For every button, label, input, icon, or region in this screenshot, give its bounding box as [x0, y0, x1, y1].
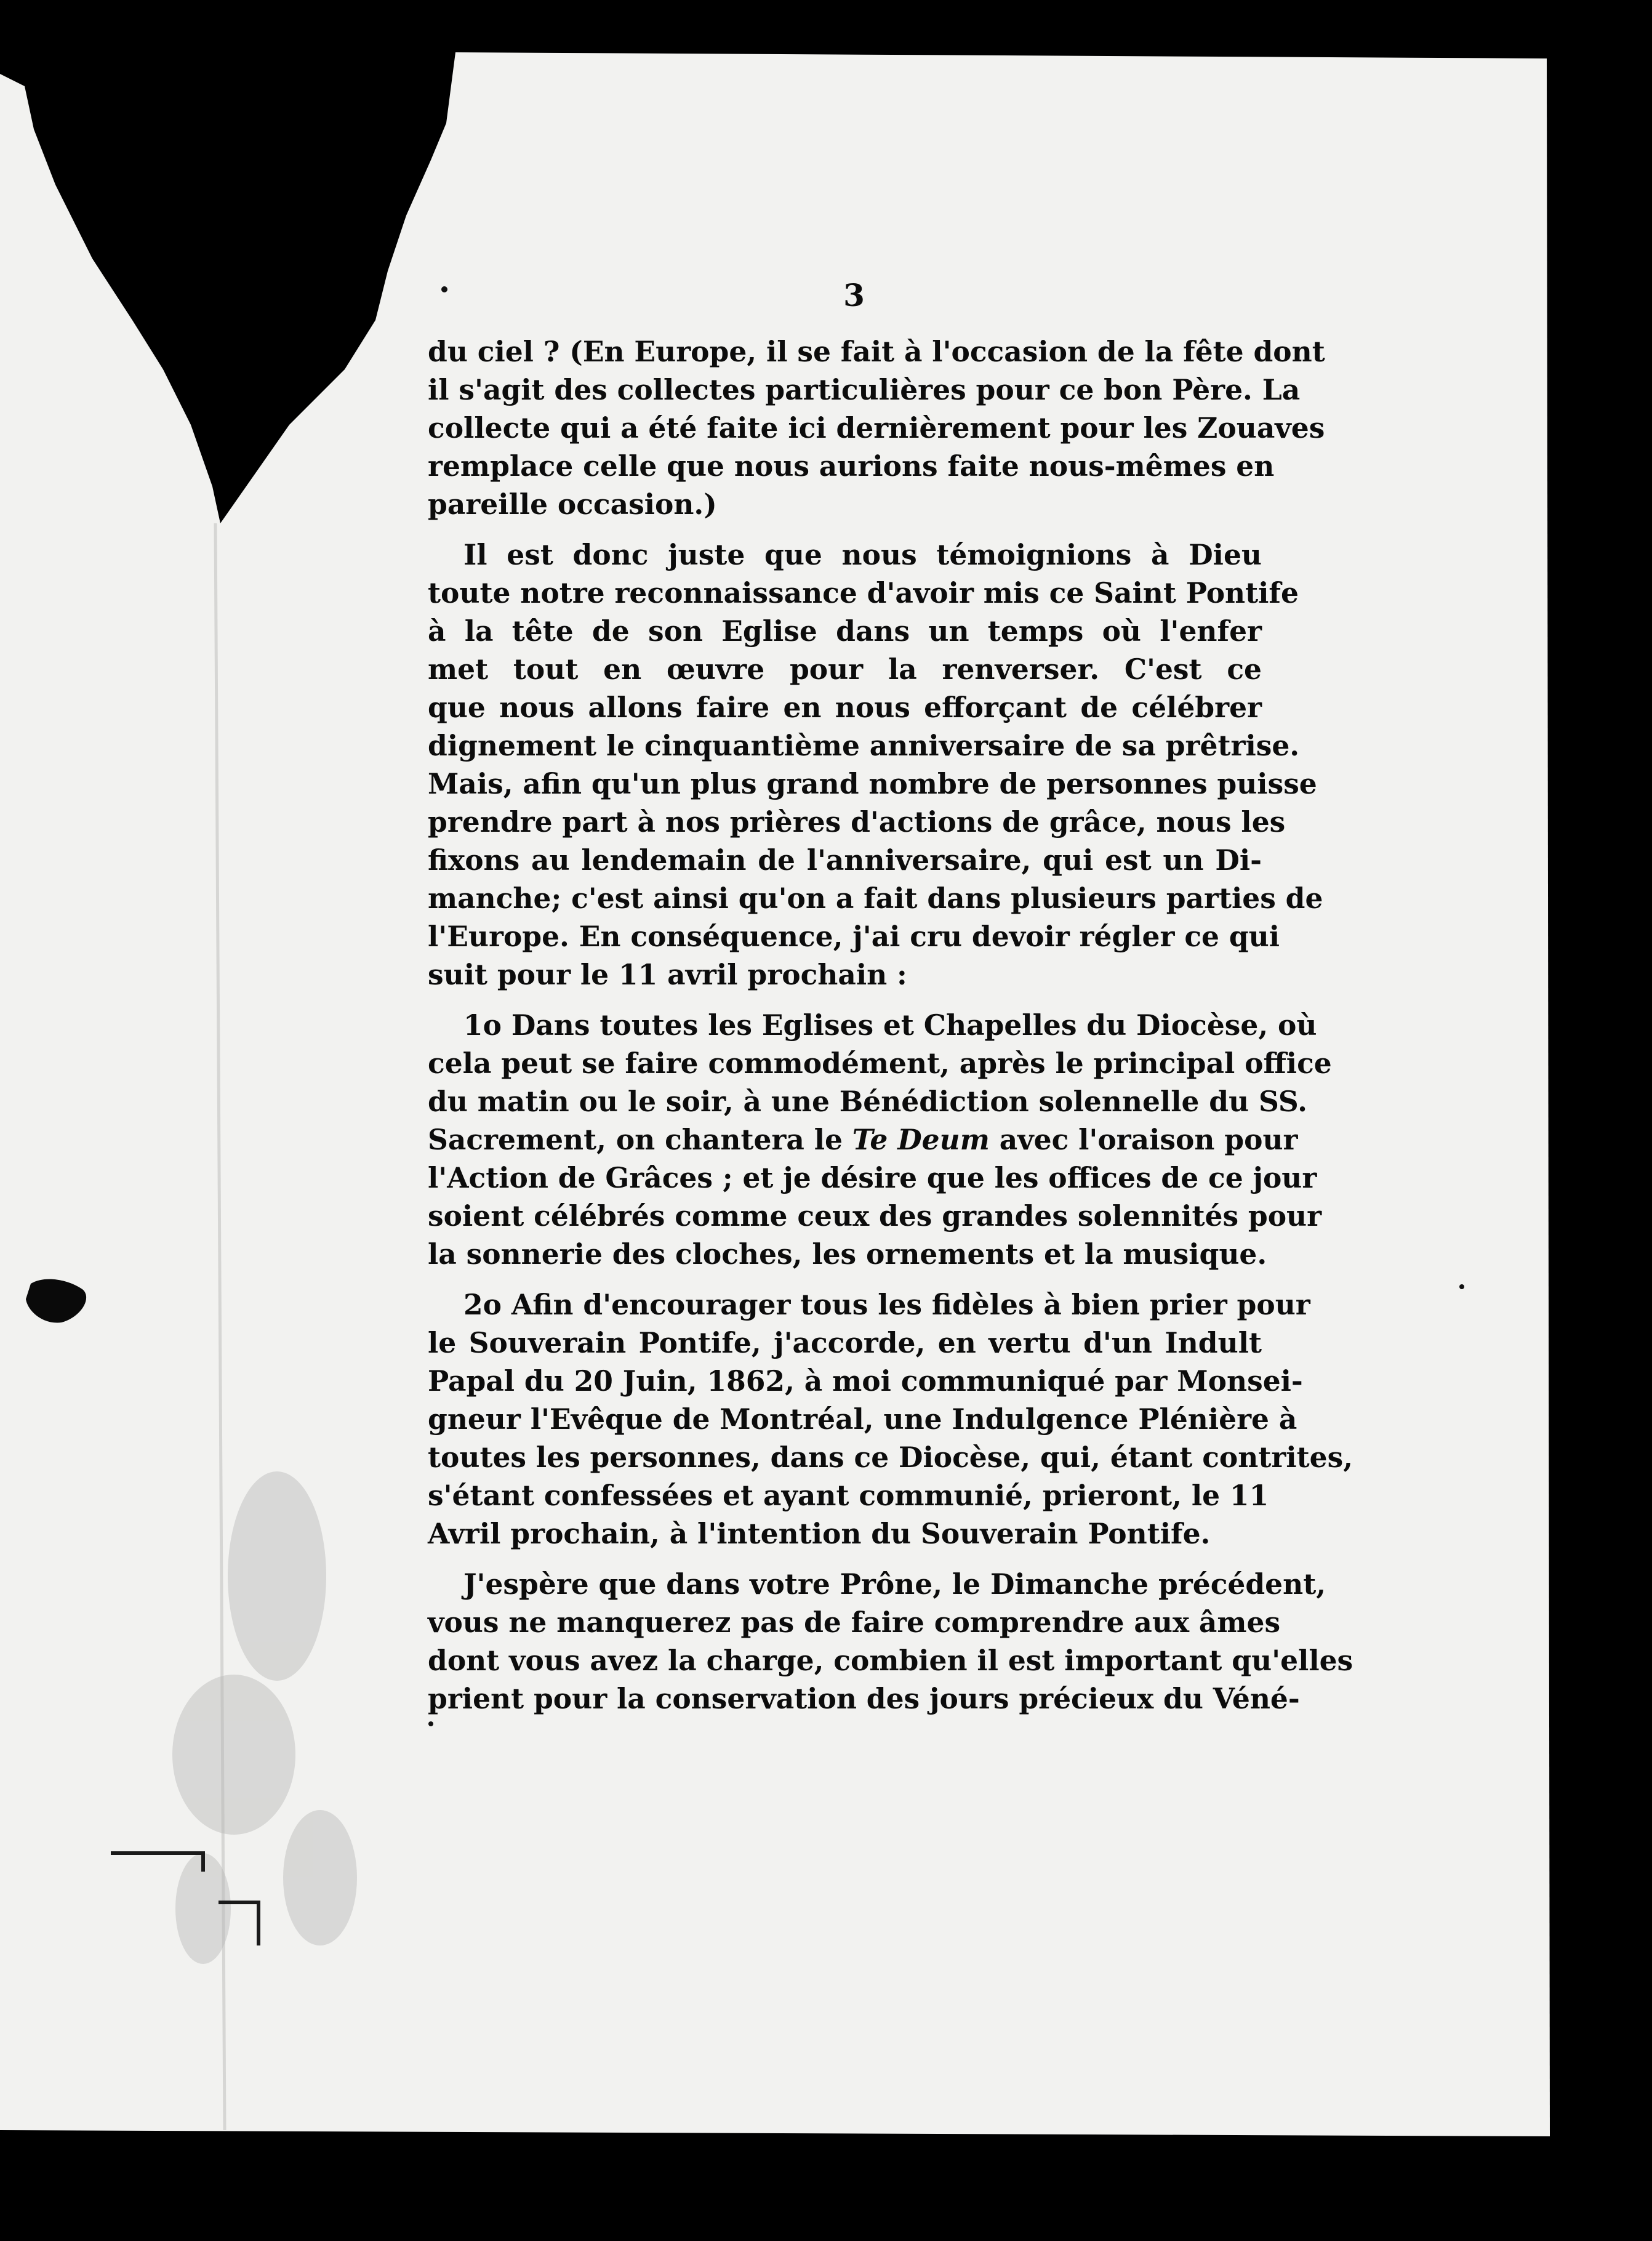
- page-number: 3: [843, 277, 865, 313]
- paragraph-2: [428, 536, 1323, 994]
- text-line: Papal du 20 Juin, 1862, à moi communiqué par Monsei-: [428, 1364, 1303, 1398]
- text-line: manche; c'est ainsi qu'on a fait dans plusieurs parties de: [428, 882, 1323, 915]
- text-line: suit pour le 11 avril prochain :: [428, 958, 907, 991]
- text-line: soient célébrés comme ceux des grandes solennités pour: [428, 1199, 1322, 1233]
- text-line: collecte qui a été faite ici dernièrement pour les Zouaves: [428, 411, 1325, 445]
- text-line: Il est donc juste que nous témoignions à Dieu: [463, 538, 1262, 571]
- te-deum-after: avec l'oraison pour: [989, 1123, 1298, 1156]
- paragraph-4: [428, 1285, 1353, 1553]
- paragraph-3: [428, 1006, 1332, 1273]
- te-deum-line: [428, 1120, 1298, 1159]
- text-line: s'étant confessées et ayant communié, prieront, le 11: [428, 1479, 1269, 1512]
- text-line: le Souverain Pontife, j'accorde, en vertu d'un Indult: [428, 1326, 1262, 1359]
- text-line: pareille occasion.): [428, 488, 717, 521]
- text-line: met tout en œuvre pour la renverser. C'est ce: [428, 653, 1262, 686]
- text-line: 2o Afin d'encourager tous les fidèles à bien prier pour: [463, 1288, 1310, 1321]
- text-line: du matin ou le soir, à une Bénédiction solennelle du SS.: [428, 1085, 1307, 1118]
- text-line: J'espère que dans votre Prône, le Dimanche précédent,: [463, 1567, 1326, 1601]
- text-line: fixons au lendemain de l'anniversaire, qui est un Di-: [428, 843, 1262, 877]
- text-line: toutes les personnes, dans ce Diocèse, qui, étant contrites,: [428, 1441, 1353, 1474]
- text-line: 1o Dans toutes les Eglises et Chapelles du Diocèse, où: [463, 1008, 1317, 1042]
- text-line: prendre part à nos prières d'actions de grâce, nous les: [428, 805, 1286, 839]
- text-line: à la tête de son Eglise dans un temps où l'enfer: [428, 614, 1262, 648]
- document-body: [428, 277, 1353, 1730]
- text-line: cela peut se faire commodément, après le principal office: [428, 1047, 1332, 1080]
- text-line: Avril prochain, à l'intention du Souverain Pontife.: [428, 1517, 1211, 1550]
- text-line: l'Action de Grâces ; et je désire que les offices de ce jour: [428, 1161, 1317, 1194]
- te-deum-before: Sacrement, on chantera le: [428, 1123, 852, 1156]
- text-line: Mais, afin qu'un plus grand nombre de personnes puisse: [428, 767, 1317, 800]
- text-line: il s'agit des collectes particulières pour ce bon Père. La: [428, 373, 1301, 406]
- text-line: remplace celle que nous aurions faite nous-mêmes en: [428, 449, 1275, 483]
- text-line: toute notre reconnaissance d'avoir mis ce Saint Pontife: [428, 576, 1299, 610]
- text-line: que nous allons faire en nous efforçant de célébrer: [428, 691, 1262, 724]
- text-line: dont vous avez la charge, combien il est important qu'elles: [428, 1644, 1353, 1677]
- text-line: dignement le cinquantième anniversaire de sa prêtrise.: [428, 729, 1300, 762]
- text-line: la sonnerie des cloches, les ornements et la musique.: [428, 1237, 1267, 1271]
- te-deum-italic: Te Deum: [852, 1123, 990, 1156]
- paragraph-1: [428, 332, 1325, 523]
- text-line: du ciel ? (En Europe, il se fait à l'occasion de la fête dont: [428, 335, 1325, 368]
- text-line: vous ne manquerez pas de faire comprendre aux âmes: [428, 1606, 1281, 1639]
- paragraph-5: [428, 1565, 1353, 1718]
- text-line: prient pour la conservation des jours précieux du Véné-: [428, 1682, 1300, 1715]
- text-line: gneur l'Evêque de Montréal, une Indulgence Plénière à: [428, 1402, 1297, 1436]
- text-line: l'Europe. En conséquence, j'ai cru devoir régler ce qui: [428, 920, 1280, 953]
- speck: [1459, 1284, 1464, 1289]
